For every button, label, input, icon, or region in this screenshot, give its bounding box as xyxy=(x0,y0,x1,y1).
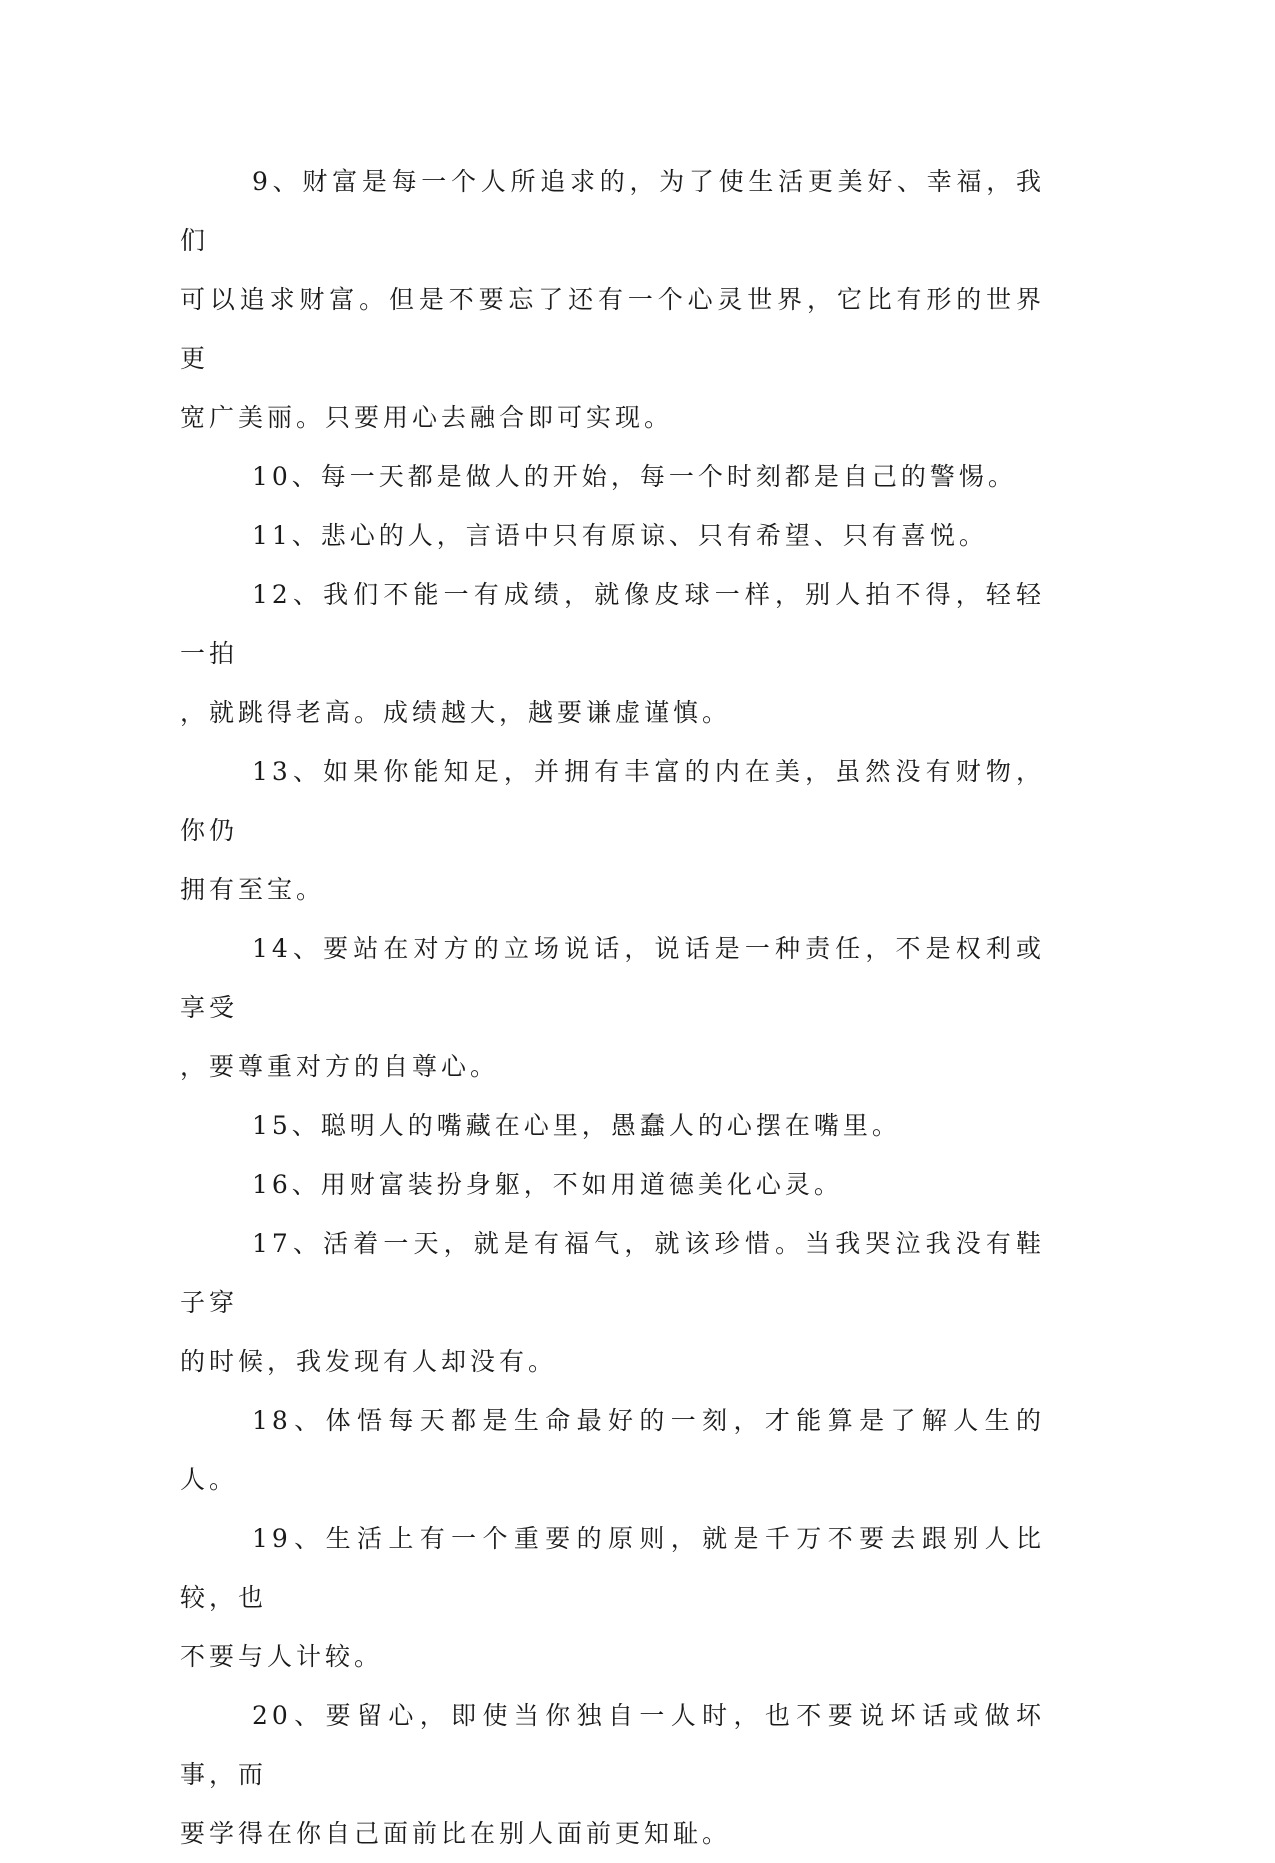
paragraph-10: 10、每一天都是做人的开始，每一个时刻都是自己的警惕。 xyxy=(252,462,1017,491)
paragraph-19: 19、生活上有一个重要的原则，就是千万不要去跟别人比较，也 不要与人计较。 xyxy=(180,1524,1045,1671)
paragraph-17: 17、活着一天，就是有福气，就该珍惜。当我哭泣我没有鞋子穿 的时候，我发现有人却没有。 xyxy=(180,1229,1045,1376)
paragraph-14: 14、要站在对方的立场说话，说话是一种责任，不是权利或享受 ，要尊重对方的自尊心。 xyxy=(180,934,1045,1081)
paragraph-9: 9、财富是每一个人所追求的，为了使生活更美好、幸福，我们 可以追求财富。但是不要忘了还有一个心灵世界，它比有形的世界更 宽广美丽。只要用心去融合即可实现。 xyxy=(180,167,1045,432)
paragraph-20: 20、要留心，即使当你独自一人时，也不要说坏话或做坏事，而 要学得在你自己面前比在别人面前更知耻。 xyxy=(180,1701,1045,1848)
document-body xyxy=(180,152,1045,1863)
paragraph-12: 12、我们不能一有成绩，就像皮球一样，别人拍不得，轻轻一拍 ，就跳得老高。成绩越大，越要谦虚谨慎。 xyxy=(180,580,1045,727)
paragraph-11: 11、悲心的人，言语中只有原谅、只有希望、只有喜悦。 xyxy=(252,521,988,550)
paragraph-18: 18、体悟每天都是生命最好的一刻，才能算是了解人生的人。 xyxy=(180,1406,1045,1494)
paragraph-16: 16、用财富装扮身躯，不如用道德美化心灵。 xyxy=(252,1170,843,1199)
paragraph-15: 15、聪明人的嘴藏在心里，愚蠢人的心摆在嘴里。 xyxy=(252,1111,901,1140)
paragraph-13: 13、如果你能知足，并拥有丰富的内在美，虽然没有财物，你仍 拥有至宝。 xyxy=(180,757,1045,904)
